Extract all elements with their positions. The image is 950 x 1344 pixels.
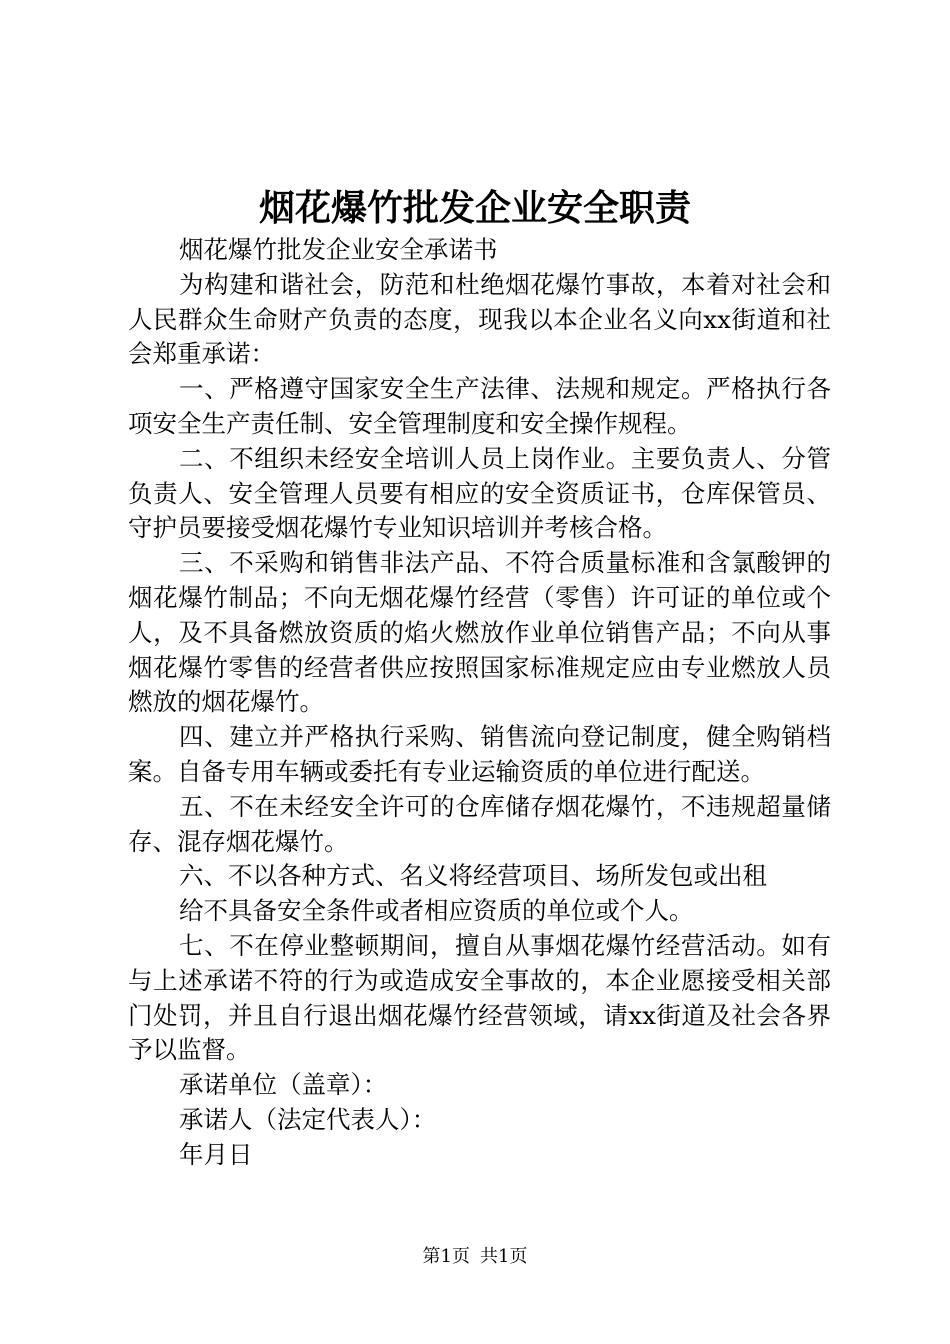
commitment-heading: 烟花爆竹批发企业安全承诺书 <box>179 235 498 264</box>
signature-person-line: 承诺人（法定代表人）： <box>179 1104 437 1134</box>
page-total: 共1页 <box>480 1246 528 1267</box>
document-title: 烟花爆竹批发企业安全职责 <box>258 187 691 229</box>
clause-4: 四、建立并严格执行采购、销售流向登记制度，健全购销档案。自备专用车辆或委托有专业运输资质的单位进行配送。 <box>128 722 831 786</box>
clause-6-line-2: 给不具备安全条件或者相应资质的单位或个人。 <box>179 896 694 926</box>
clause-3: 三、不采购和销售非法产品、不符合质量标准和含氯酸钾的烟花爆竹制品；不向无烟花爆竹经营（零售）许可证的单位或个人，及不具备燃放资质的焰火燃放作业单位销售产品；不向从事烟花爆竹零售的经营者供应按照国家标准规定应由专业燃放人员燃放的烟花爆竹。 <box>128 548 831 717</box>
clause-2: 二、不组织未经安全培训人员上岗作业。主要负责人、分管负责人、安全管理人员要有相应的安全资质证书，仓库保管员、守护员要接受烟花爆竹专业知识培训并考核合格。 <box>128 443 831 543</box>
clause-6-line-1: 六、不以各种方式、名义将经营项目、场所发包或出租 <box>179 861 767 891</box>
clause-1: 一、严格遵守国家安全生产法律、法规和规定。严格执行各项安全生产责任制、安全管理制度和安全操作规程。 <box>128 374 831 438</box>
intro-paragraph: 为构建和谐社会，防范和杜绝烟花爆竹事故，本着对社会和人民群众生命财产负责的态度，现我以本企业名义向xx街道和社会郑重承诺： <box>128 269 831 369</box>
page-number: 第1页 <box>422 1246 470 1267</box>
page-footer <box>0 1245 950 1269</box>
clause-5: 五、不在未经安全许可的仓库储存烟花爆竹，不违规超量储存、混存烟花爆竹。 <box>128 791 831 856</box>
clause-7: 七、不在停业整顿期间，擅自从事烟花爆竹经营活动。如有与上述承诺不符的行为或造成安全事故的，本企业愿接受相关部门处罚，并且自行退出烟花爆竹经营领域，请xx街道及社会各界予以监督。 <box>128 930 831 1065</box>
document-body <box>128 233 831 1173</box>
signature-unit-line: 承诺单位（盖章）： <box>179 1070 388 1100</box>
date-line: 年月日 <box>179 1139 253 1169</box>
